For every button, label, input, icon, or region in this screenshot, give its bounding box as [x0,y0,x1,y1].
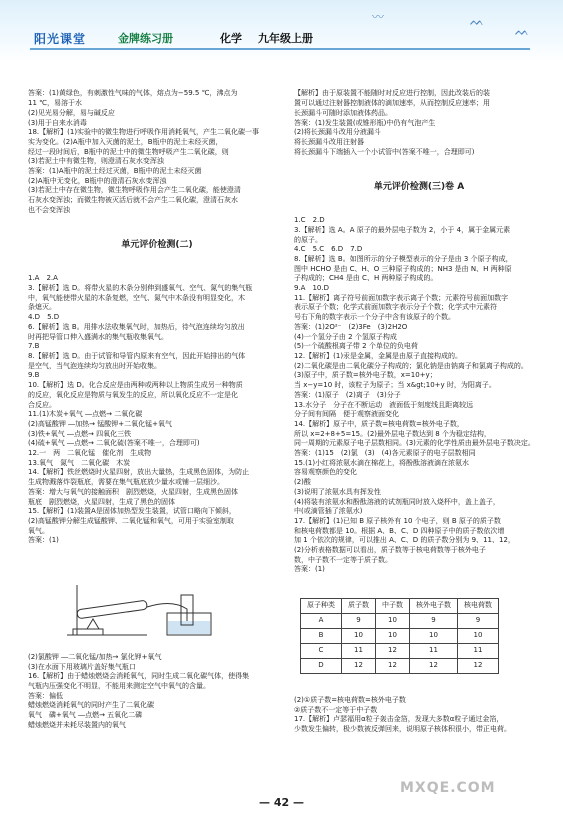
text-line: 的原子。 [294,235,322,244]
table-cell: 11 [458,643,499,658]
text-line: 答案：(1)黄绿色，有刺激性气味的气体，熔点为−59.5 ℃，沸点为 [28,89,238,98]
text-line: (4)硫+氧气 ―点燃→ 二氧化硫(答案不唯一，合理即可) [28,439,200,448]
right-column [294,70,544,744]
text-line: 答案：(1)15 (2)氯 (3) (4)各元素原子的电子层数相同 [294,449,476,458]
text-line: (3)铁+氧气 ―点燃→ 四氧化三铁 [28,429,132,438]
text-line: 中，氧气能使带火星的木条复燃，空气、氮气中木条没有明显变化，木 [28,293,245,302]
table-row [301,643,499,658]
text-line: 8.【解析】选 B。如图所示的分子模型表示的分子是由 3 个原子构成， [294,254,513,263]
text-line: 同一周期的元素原子电子层数相同。(3)元素的化学性质由最外层电子数决定。 [294,439,535,448]
text-line: 表示原子个数；化学式前面加数字表示分子个数；化学式中元素符 [294,303,497,312]
text-line: 11.【解析】离子符号前面加数字表示离子个数；元素符号前面加数字 [294,293,509,302]
text-line: (2)见光易分解，易与碱反应 [28,108,115,117]
text-line: 答案：(1)原子 (2)离子 (3)分子 [294,390,401,399]
text-line: 图中 HCHO 是由 C、H、O 三种原子构成的；NH3 是由 N、H 两种原 [294,264,512,273]
atom-table [300,598,499,674]
text-line: 15.【解析】(1)装置A是固体加热型发生装置，试管口略向下倾斜， [28,507,236,516]
header-subject: 化学 [220,32,242,45]
text-line: 时再把导管口伸入盛满水的集气瓶收集氧气。 [28,332,168,341]
text-line: (2)二氧化碳是由二氧化碳分子构成的；氯化钠是由钠离子和氯离子构成的。 [294,361,528,370]
left-block-3 [28,653,286,731]
text-line: 氧气。 [28,526,49,535]
text-line: 置可以通过注射器控制液体的滴加速率，从而控制反应速率；用 [294,99,490,108]
text-line: 答案：(1) [294,565,325,574]
text-line: 和核电荷数都是 10。根据 A、B、C、D 四种原子中的质子数依次增 [294,526,505,535]
text-line: (3)说明了浓氨水具有挥发性 [294,487,381,496]
table-cell: 12 [376,643,410,658]
text-line: 容易观察颜色的变化 [294,468,357,477]
text-line: 10.【解析】选 D。化合反应是由两种或两种以上物质生成另一种物质 [28,381,243,390]
text-line: 11 ℃，易溶于水 [28,99,82,108]
left-block-1 [28,89,286,215]
table-cell: 10 [342,628,376,643]
bird-icon: 〰 [372,10,385,24]
text-line: (2)①质子数=核电荷数=核外电子数 [294,695,406,704]
header-logo: 阳光课堂 [34,32,87,46]
text-line: 合反应。 [28,400,56,409]
apparatus-svg [37,577,237,641]
text-line: 答案：(1)2O²⁻ (2)3Fe (3)2H2O [294,322,408,331]
text-line: 实为变化。(2)A瓶中加入灭菌的泥土，B瓶中的泥土未经灭菌， [28,137,223,146]
text-line: 14.【解析】原子中，质子数=核电荷数=核外电子数， [294,419,464,428]
table-cell: 12 [410,658,458,673]
table-cell: 10 [376,613,410,628]
table-cell: C [301,643,342,658]
header-divider [30,48,530,50]
text-line: 15.(1)小红将浓氨水滴在棉花上，将酚酞溶液滴在浓氨水 [294,458,470,467]
table-header-cell: 核电荷数 [458,598,499,613]
text-line: 所以 x=2+8+5=15。(2)最外层电子数达到 8 个为稳定结构， [294,429,491,438]
section-title-unit-3a: 单元评价检测(三)卷 A [373,181,465,192]
text-line: 13.水分子 分子在不断运动 液面低于刻度线且距离较远 [294,400,474,409]
apparatus-figure [28,567,286,631]
text-line: 氧气 磷+氧气 ―点燃→ 五氧化二磷 [28,711,143,720]
section-title-unit-2: 单元评价检测(二) [121,239,193,250]
text-line: 当 x−y=10 时，该粒子为原子；当 x&gt;10+y 时，为阳离子。 [294,381,496,390]
text-line: (2)高锰酸钾 ―加热→ 锰酸钾+二氧化锰+氧气 [28,419,172,428]
text-line: 气瓶内压强变化不明显，不能用来测定空气中氧气的含量。 [28,681,210,690]
bird-icon: ᨓ [515,24,530,38]
text-line: 将长颈漏斗下端插入一个小试管中(答案不唯一，合理即可) [294,147,475,156]
table-cell: 12 [376,658,410,673]
page-number: — 42 — [259,796,304,809]
text-line: 4.C 5.C 6.D 7.D [294,245,363,254]
table-cell: 11 [342,643,376,658]
table-cell: 10 [410,628,458,643]
left-block-2 [28,274,286,546]
watermark: MXQE.COM [400,780,496,796]
text-line: (2)A瓶中无变化，B瓶中的澄清石灰水变浑浊 [28,176,167,185]
text-line: (2)将长颈漏斗改用分液漏斗 [294,128,381,137]
page-header [0,0,563,62]
table-header-cell: 原子种类 [301,598,342,613]
text-line: 11.(1)木炭+氧气 ―点燃→ 二氧化碳 [28,410,143,419]
text-line: 4.D 5.D [28,313,60,322]
text-line: 号右下角的数字表示一个分子中含有该原子的个数。 [294,313,455,322]
text-line: 条熄灭。 [28,303,56,312]
text-line: (3)若泥土中存在微生物，微生物呼吸作用会产生二氧化碳，能使澄清 [28,186,241,195]
right-block-2 [294,216,544,575]
text-line: 12.一 两 二氧化锰 催化剂 生成物 [28,449,152,458]
text-line: 1.A 2.A [28,274,58,283]
text-line: 答案：偏低 [28,691,63,700]
text-line: (4)一个氢分子由 2 个氢原子构成 [294,332,397,341]
header-brand: 金牌练习册 [118,32,173,45]
text-line: (3)原子中，质子数=核外电子数，x=10+y； [294,371,437,380]
text-line: (2)分析表格数据可以看出，质子数等于核电荷数等于核外电子 [294,546,486,555]
table-cell: 9 [342,613,376,628]
text-line: 石灰水变浑浊；而微生物被灭活后就不会产生二氧化碳，澄清石灰水 [28,196,238,205]
text-line: (3)若泥土中有微生物，则澄清石灰水变浑浊 [28,157,164,166]
text-line: 答案：(1)A瓶中的泥土经过灭菌，B瓶中的泥土未经灭菌 [28,167,202,176]
text-line: 13.氧气 氮气 二氧化碳 木炭 [28,458,131,467]
text-line: (4)将装有浓氨水和酚酞溶液的试剂瓶同时放入烧杯中，盖上盖子， [294,497,500,506]
text-line: 3.【解析】选 D。将带火星的木条分别伸到盛氧气、空气、氮气的集气瓶 [28,284,253,293]
text-line: (5)一个硫酸根离子带 2 个单位的负电荷 [294,342,418,351]
table-cell: 9 [410,613,458,628]
text-line: 【解析】由于原装置不能随时对反应进行控制，因此改装后的装 [294,89,490,98]
text-line: (2)酸 [294,478,311,487]
text-line: 蜡烛燃烧消耗氧气的同时产生了二氧化碳 [28,701,154,710]
text-line: 3.【解析】选 A。A 原子的最外层电子数为 2，小于 4，属于金属元素 [294,225,511,234]
table-cell: A [301,613,342,628]
text-line: 17.【解析】卢瑟福用α粒子轰击金箔，发现大多数α粒子通过金箔， [294,715,504,724]
text-line: 瓶底 剧烈燃烧，火星四射，生成了黑色的固体 [28,497,175,506]
text-line: 答案：(1) [28,536,59,545]
table-header-cell: 核外电子数 [410,598,458,613]
text-line: 将长颈漏斗改用注射器 [294,137,364,146]
text-line: (2)高锰酸钾分解生成锰酸钾、二氧化锰和氧气，可用于实验室制取 [28,516,234,525]
text-line: 子构成的；CH4 是由 C、H 两种原子构成的。 [294,274,438,283]
table-cell: 10 [458,628,499,643]
text-line: 是空气，当气泡连续均匀放出时开始收集。 [28,361,161,370]
text-line: 17.【解析】(1)已知 B 原子核外有 10 个电子，则 B 原子的质子数 [294,516,501,525]
text-line: 蜡烛燃烧并未耗尽装置内的氧气 [28,720,126,729]
table-row [301,628,499,643]
table-cell: B [301,628,342,643]
table-cell: 10 [376,628,410,643]
table-cell: 12 [458,658,499,673]
right-block-3 [294,696,544,735]
text-line: 1.C 2.D [294,216,325,225]
table-cell: 9 [458,613,499,628]
text-line: (3)在水面下用玻璃片盖好集气瓶口 [28,662,136,671]
text-line: 经过一段时间后，B瓶中的泥土中的微生物呼吸产生二氧化碳，则 [28,147,229,156]
text-line: 也不会变浑浊 [28,205,70,214]
text-line: 生成物溅落炸裂瓶底，需要在集气瓶底放少量水或铺一层细沙。 [28,478,224,487]
left-column [28,70,286,740]
table-row [301,613,499,628]
text-line: 12.【解析】(1)汞是金属，金属是由原子直接构成的。 [294,351,463,360]
text-line: ②质子数不一定等于中子数 [294,705,378,714]
text-line: 14.【解析】铁丝燃烧时火星四射，放出大量热，生成黑色固体，为防止 [28,468,250,477]
text-line: 长颈漏斗可随时添加液体药品。 [294,108,392,117]
text-line: 6.【解析】选 B。用排水法收集氧气时，加热后，待气泡连续均匀放出 [28,322,245,331]
text-line: 16.【解析】由于蜡烛燃烧会消耗氧气，同时生成二氧化碳气体，使得集 [28,672,250,681]
text-line: 少数发生偏转，极少数被反弹回来，说明原子核体积很小，带正电荷。 [294,725,511,734]
right-block-1 [294,89,544,157]
header-grade: 九年级上册 [258,32,313,45]
table-cell: D [301,658,342,673]
text-line: 9.A 10.D [294,284,329,293]
table-header-cell: 质子数 [342,598,376,613]
text-line: 18.【解析】(1)实验中的微生物进行呼吸作用消耗氧气，产生二氧化碳一事 [28,128,260,137]
text-line: 中(或滴管插了浓氨水) [294,507,363,516]
text-line: (2)氯酸钾 ―二氧化锰/加热→ 氯化钾+氧气 [28,652,162,661]
text-line: 数，中子数不一定等于质子数。 [294,555,392,564]
table-cell: 12 [342,658,376,673]
text-line: (3)用于自来水消毒 [28,118,87,127]
bird-icon: ᨓ [470,14,485,28]
text-line: 分子间有间隔 便于观察液面变化 [294,410,399,419]
text-line: 的反应，氧化反应是物质与氧发生的反应，所以氧化反应不一定是化 [28,390,238,399]
table-header-row [301,598,499,613]
text-line: 答案：增大与氧气的接触面积 剧烈燃烧，火星四射，生成黑色固体 [28,487,238,496]
table-cell: 11 [410,643,458,658]
text-line: 8.【解析】选 D。由于试管和导管内原来有空气，因此开始排出的气体 [28,351,246,360]
text-line: 9.B [28,371,40,380]
text-line: 加 1 个依次的规律，可以推出 A、C、D 的质子数分别为 9、11、12， [294,536,515,545]
table-header-cell: 中子数 [376,598,410,613]
table-row [301,658,499,673]
text-line: 7.B [28,342,40,351]
text-line: 答案：(1)发生装置(或锥形瓶)中仍有气泡产生 [294,118,436,127]
